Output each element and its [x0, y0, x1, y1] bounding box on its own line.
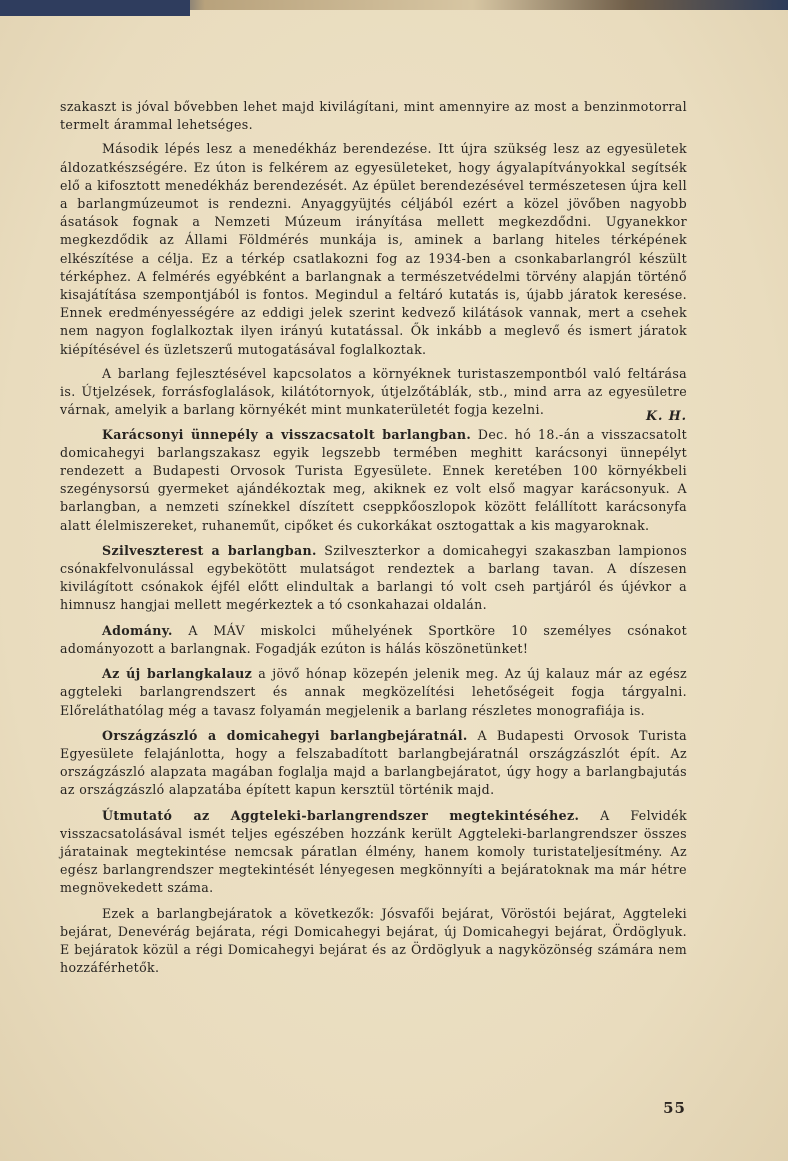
article-paragraph-continued: szakaszt is jóval bővebben lehet majd kivilágítani, mint amennyire az most a benzinmotorral termelt árammal lehetséges. [60, 99, 687, 133]
binding-edge-dark [0, 0, 190, 16]
news-body: Szilveszterkor a domicahegyi szakaszban lampionos csónakfelvonulással egybekötött mulatságot rendeztek a barlang tavan. A díszesen kivilágított csónakok éjfél előtt elindultak a barlangi tó volt cseh partjáról és újévkor a himnusz hangjai mellett megérkeztek a tó csonkahazai oldalán. [60, 542, 688, 613]
news-title: Karácsonyi ünnepély a visszacsatolt barlangban. [102, 426, 472, 442]
page-number: 55 [663, 1099, 686, 1117]
news-item [60, 727, 687, 800]
news-body: a jövő hónap közepén jelenik meg. Az új kalauz már az egész aggteleki barlangrendszert és annak megközelítési lehetőségeit fogja tárgyalni. Előreláthatólag még a tavasz folyamán megjelenik a barlang részletes monografiája is. [60, 666, 688, 718]
news-item [60, 542, 687, 615]
news-title: Országzászló a domicahegyi barlangbejáratnál. [102, 727, 468, 743]
page-body [60, 98, 687, 984]
author-signature: K. H. [646, 408, 687, 424]
news-title: Útmutató az Aggteleki-barlangrendszer megtekintéséhez. [102, 807, 580, 823]
article-paragraph: A barlang fejlesztésével kapcsolatos a környéknek turistaszempontból való feltárása is. Útjelzések, forrásfoglalások, kilátótornyok, útjelzőtáblák, stb., mind arra az egyesületre várnak, amelyik a barlang környékét mint munkaterületét fogja kezelni. [60, 365, 687, 418]
news-body: A Felvidék visszacsatolásával ismét teljes egészében hozzánk került Aggteleki-barlangrendszer összes járatainak megtekintése nemcsak páratlan élmény, hanem komoly turistateljesítmény. Az egész barlangrendszer megtekintését lényegesen megkönnyíti a bejáratoknak ma már hétre megnövekedett száma. [60, 807, 687, 896]
news-section [60, 426, 687, 978]
news-item [60, 807, 687, 898]
article-paragraph: Második lépés lesz a menedékház berendezése. Itt újra szükség lesz az egyesületek áldozatkészségére. Ez úton is felkérem az egyesületeket, hogy ágyalapítványokkal segítsék elő a kifosztott menedékház berendezését. Az épület berendezésével természetesen újra kell a barlangmúzeumot is rendezni. Anyaggyüjtés céljából ezért a közel jövőben nagyobb ásatások fognak a Nemzeti Múzeum irányítása mellett megkezdődni. Ugyanekkor megkezdődik az Állami Földmérés munkája is, aminek a barlang hiteles térképének elkészítése a célja. Ez a térkép csatlakozni fog az 1934-ben a csonkabarlangról készült térképhez. A felmérés egyébként a barlangnak a természetvédelmi törvény alapján történő kisajátítása szempontjából is fontos. Megindul a feltáró kutatás is, újabb járatok keresése. Ennek eredményességére az eddigi jelek szerint kedvező kilátások vannak, mert a csehek nem nagyon foglalkoztak ilyen irányú kutatással. Ők inkább a meglevő és ismert járatok kiépítésével és üzletszerű mutogatásával foglalkoztak. [60, 141, 687, 357]
news-item [60, 665, 687, 720]
binding-edge [0, 0, 788, 10]
news-body: A Budapesti Orvosok Turista Egyesülete felajánlotta, hogy a felszabadított barlangbejáratnál országzászlót épít. Az országzászló alapzata magában foglalja majd a barlangbejáratot, úgy hogy a barlangbajutás az országzászló alapzatába épített kapun kersztül történik majd. [60, 727, 688, 798]
closing-paragraph: Ezek a barlangbejáratok a következők: Jósvafői bejárat, Vöröstói bejárat, Aggteleki bejárat, Denevérág bejárata, régi Domicahegyi bejárat, új Domicahegyi bejárat, Ördöglyuk. E bejáratok közül a régi Domicahegyi bejárat és az Ördöglyuk a nagyközönség számára nem hozzáférhetők. [60, 905, 687, 976]
news-title: Szilveszterest a barlangban. [102, 542, 317, 558]
news-body: A MÁV miskolci műhelyének Sportköre 10 személyes csónakot adományozott a barlangnak. Fogadják ezúton is hálás köszönetünket! [60, 622, 688, 656]
news-body: Dec. hó 18.-án a visszacsatolt domicahegyi barlangszakasz egyik legszebb termében meghitt karácsonyi ünnepélyt rendezett a Budapesti Orvosok Turista Egyesülete. Ennek keretében 100 környékbeli szegénysorsú gyermeket ajándékoztak meg, akiknek ez volt első magyar karácsonyuk. A barlangban, a nemzeti színekkel díszített cseppkőoszlopok között felállított karácsonyfa alatt élelmiszereket, ruhaneműt, cipőket és cukorkákat osztogattak a kis magyaroknak. [60, 426, 687, 533]
news-item [60, 426, 687, 535]
news-item [60, 622, 687, 658]
news-title: Az új barlangkalauz [102, 666, 253, 682]
news-title: Adomány. [102, 622, 173, 638]
